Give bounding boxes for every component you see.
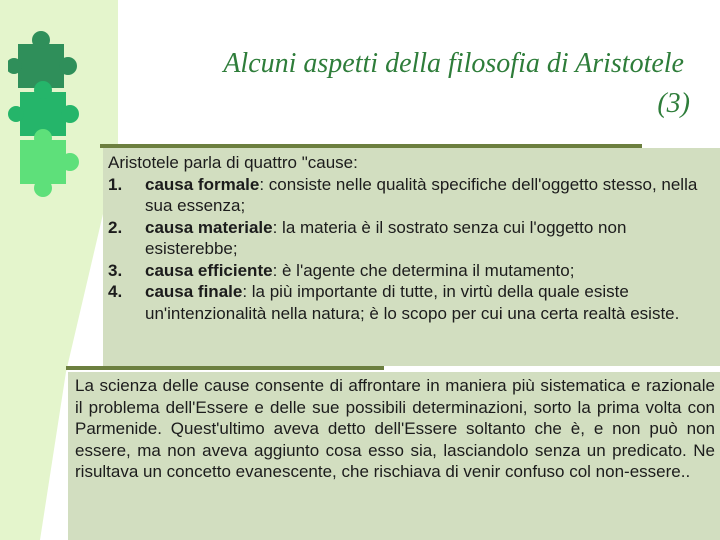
cause-item-formale [108,174,714,217]
causes-intro: Aristotele parla di quattro "cause: [108,153,358,172]
cause-term: causa finale [145,282,243,301]
item-number: 4. [108,282,123,301]
item-number: 1. [108,174,123,194]
cause-description: : consiste nelle qualità specifiche dell'oggetto stesso, nella sua essenza; [145,174,698,215]
cause-item-finale [108,281,714,324]
causes-list [108,152,714,324]
cause-description: : la materia è il sostrato senza cui l'oggetto non esisterebbe; [145,217,627,258]
cause-term: causa formale [145,174,260,194]
slide-title [120,44,690,124]
cause-item-efficiente [108,260,714,282]
paragraph-text: La scienza delle cause consente di affrontare in maniera più sistematica e razionale il problema dell'Essere e delle sue possibili determinazioni, sorto la prima volta con Parmenide. Quest'ultimo aveva detto dell'Essere soltanto che è, e non può non essere, ma non aveva aggiunto cosa esso sia, lasciandolo senza un predicato. Ne risultava un concetto evanescente, che rischiava di venir confuso col non-essere.. [75,376,715,481]
paragraph-box-accent-line [66,366,384,370]
cause-item-materiale [108,217,714,260]
causes-box-accent-line [100,144,642,148]
title-line-2: (3) [657,88,690,119]
puzzle-pieces-icon [8,30,104,200]
cause-term: causa materiale [145,217,273,237]
item-number: 2. [108,217,123,237]
cause-term: causa efficiente [145,260,273,280]
cause-description: : è l'agente che determina il mutamento; [272,260,575,280]
item-number: 3. [108,260,123,280]
cause-description: : la più importante di tutte, in virtù della quale esiste un'intenzionalità nella natura; è lo scopo per cui una certa realtà esiste. [145,282,680,323]
title-line-1: Alcuni aspetti della filosofia di Aristotele [223,48,684,79]
